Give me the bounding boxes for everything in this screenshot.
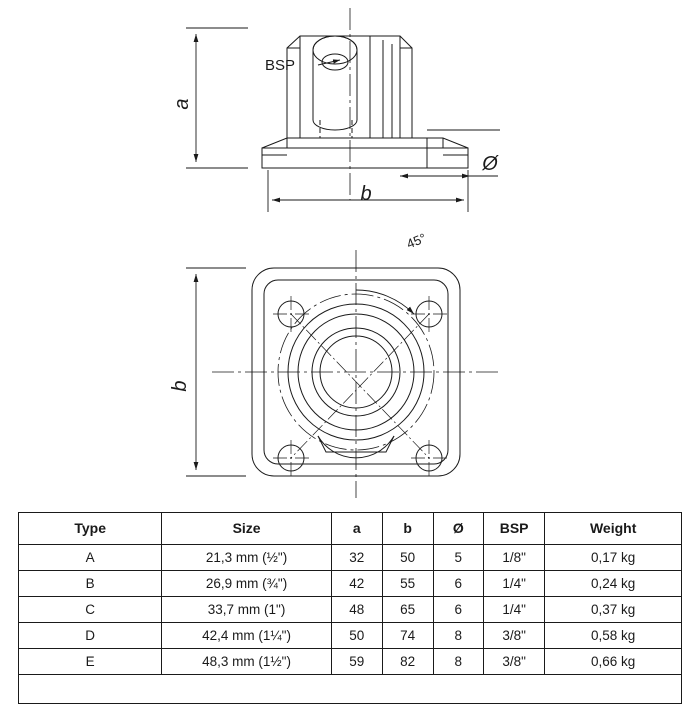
cell-diameter: 8: [433, 649, 483, 675]
column-header-type: Type: [19, 513, 162, 545]
cell-a: 59: [331, 649, 382, 675]
bsp-label: BSP: [265, 57, 296, 74]
cell-b: 82: [382, 649, 433, 675]
column-header-diameter: Ø: [433, 513, 483, 545]
column-header-bsp: BSP: [483, 513, 544, 545]
cell-diameter: 8: [433, 623, 483, 649]
cell-type: C: [19, 597, 162, 623]
cell-a: 50: [331, 623, 382, 649]
column-header-a: a: [331, 513, 382, 545]
specification-table-wrapper: [18, 512, 682, 704]
table-spacer-cell: [19, 675, 682, 704]
column-header-weight: Weight: [545, 513, 682, 545]
table-header-row: [19, 513, 682, 545]
cell-weight: 0,58 kg: [545, 623, 682, 649]
plan-view: [186, 250, 500, 498]
cell-a: 48: [331, 597, 382, 623]
base-flange-chamfer: [262, 138, 468, 148]
cell-a: 32: [331, 545, 382, 571]
specification-table: [18, 512, 682, 704]
dimension-diameter-label: Ø: [482, 153, 498, 175]
cell-size: 48,3 mm (1½"): [162, 649, 331, 675]
cell-size: 42,4 mm (1¼"): [162, 623, 331, 649]
cell-size: 21,3 mm (½"): [162, 545, 331, 571]
dimension-a-label: a: [171, 98, 193, 110]
cell-type: D: [19, 623, 162, 649]
table-row: [19, 597, 682, 623]
dimension-b-plan-label: b: [169, 380, 191, 392]
column-header-b: b: [382, 513, 433, 545]
cell-type: A: [19, 545, 162, 571]
cell-bsp: 3/8": [483, 623, 544, 649]
dimension-a: [186, 28, 248, 168]
cell-weight: 0,17 kg: [545, 545, 682, 571]
angle-45-label: 45°: [404, 230, 429, 252]
cell-weight: 0,24 kg: [545, 571, 682, 597]
cell-a: 42: [331, 571, 382, 597]
cell-bsp: 1/4": [483, 571, 544, 597]
cell-b: 74: [382, 623, 433, 649]
cell-bsp: 3/8": [483, 649, 544, 675]
cell-b: 50: [382, 545, 433, 571]
cell-b: 55: [382, 571, 433, 597]
cell-bsp: 1/8": [483, 545, 544, 571]
cell-diameter: 6: [433, 571, 483, 597]
side-elevation-view: [186, 8, 500, 212]
cell-diameter: 6: [433, 597, 483, 623]
table-row: [19, 649, 682, 675]
cell-weight: 0,37 kg: [545, 597, 682, 623]
base-flange-outline: [262, 148, 468, 168]
cell-type: E: [19, 649, 162, 675]
bore-inner-ellipse: [322, 54, 348, 70]
cell-weight: 0,66 kg: [545, 649, 682, 675]
cell-type: B: [19, 571, 162, 597]
table-spacer-row: [19, 675, 682, 704]
cell-bsp: 1/4": [483, 597, 544, 623]
cell-size: 33,7 mm (1"): [162, 597, 331, 623]
body-outline: [287, 36, 412, 138]
dimension-b-top-label: b: [360, 183, 372, 205]
table-row: [19, 545, 682, 571]
table-row: [19, 571, 682, 597]
column-header-size: Size: [162, 513, 331, 545]
cell-diameter: 5: [433, 545, 483, 571]
cell-b: 65: [382, 597, 433, 623]
table-row: [19, 623, 682, 649]
cell-size: 26,9 mm (¾"): [162, 571, 331, 597]
